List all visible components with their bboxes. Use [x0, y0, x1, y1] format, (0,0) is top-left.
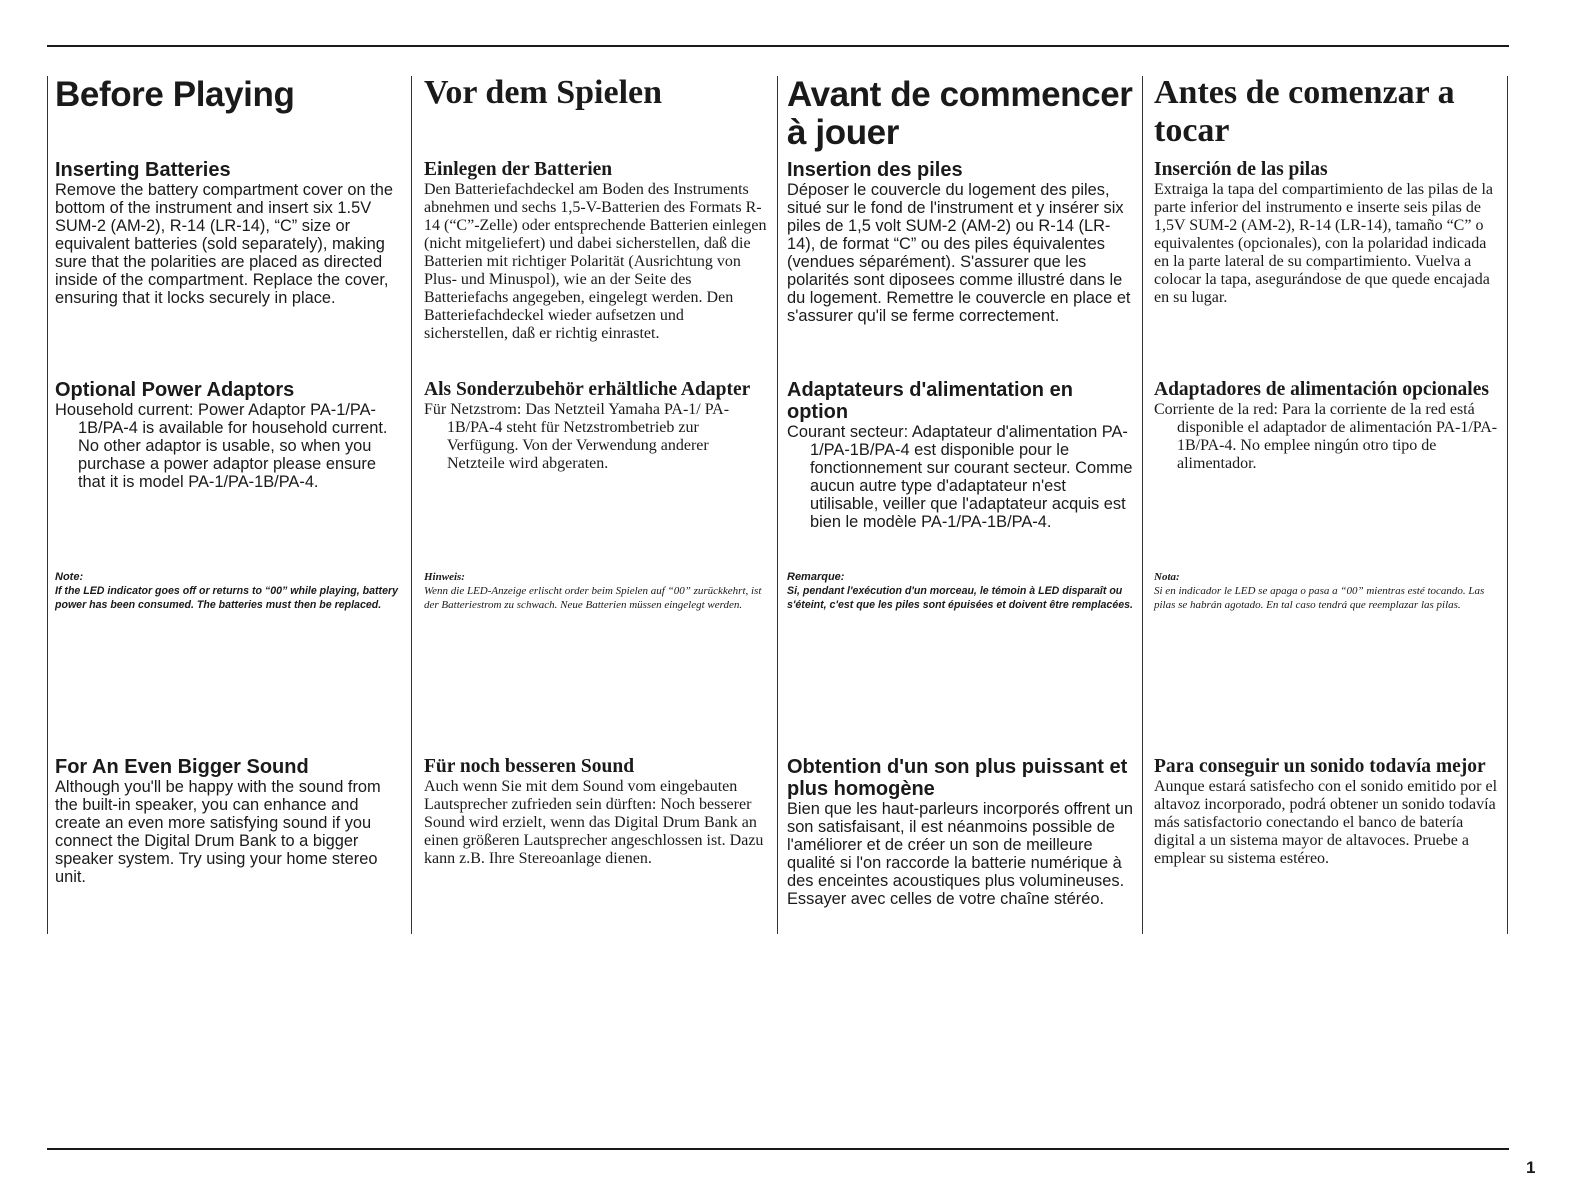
note-label: Note:	[55, 571, 84, 583]
note-section	[787, 570, 1133, 612]
note-label: Nota:	[1154, 571, 1180, 583]
sound-section	[55, 756, 401, 886]
section-text: Déposer le couvercle du logement des piles, situé sur le fond de l'instrument et y insérer six piles de 1,5 volt SUM-2 (AM-2) ou R-14 (LR-14), de format “C” ou des piles équivalentes (vendues séparément). S'assurer que les polarités sont diposees comme illustré dans le du logement. Remettre le couvercle en place et s'assurer qu'il se ferme correctement.	[787, 181, 1131, 325]
sound-section	[787, 756, 1133, 908]
section-heading: Inserting Batteries	[55, 159, 231, 181]
bottom-rule	[47, 1148, 1509, 1150]
column-french	[787, 74, 1133, 908]
adaptors-section	[424, 379, 770, 473]
adaptors-section	[1154, 379, 1500, 473]
page-title: Vor dem Spielen	[424, 74, 663, 111]
note-section	[424, 570, 770, 612]
adaptors-section	[55, 379, 401, 491]
sound-section	[1154, 756, 1500, 868]
section-text: Aunque estará satisfecho con el sonido emitido por el altavoz incorporado, podrá obtener un sonido todavía más satisfactorio conectando el banco de batería digital a un sistema mayor de altavoces. Pruebe a emplear su sistema estéreo.	[1154, 778, 1498, 867]
section-text: Den Batteriefachdeckel am Boden des Instruments abnehmen und sechs 1,5-V-Batterien des Formats R-14 (“C”-Zelle) oder entsprechende Batterien einlegen (nicht mitgeliefert) und dabei sicherstellen, daß die Batterien mit richtiger Polarität (Ausrichtung von Plus- und Minuspol), wie an der Seite des Batteriefachs angegeben, eingelegt werden. Den Batteriefachdeckel wieder aufsetzen und sicherstellen, daß er richtig einrastet.	[424, 181, 767, 342]
note-label: Hinweis:	[424, 571, 465, 583]
section-heading: Als Sonderzubehör erhältliche Adapter	[424, 379, 751, 400]
column-divider	[411, 76, 412, 934]
section-text: Courant secteur: Adaptateur d'alimentation PA-1/PA-1B/PA-4 est disponible pour le fonctionnement sur courant secteur. Comme aucun autre type d'adaptateur n'est utilisable, veiller que l'adaptateur acquis est bien le modèle PA-1/PA-1B/PA-4.	[787, 423, 1133, 531]
note-text: Wenn die LED-Anzeige erlischt order beim Spielen auf “00” zurückkehrt, ist der Batteriestrom zu schwach. Neue Batterien müssen eingelegt werden.	[424, 585, 762, 611]
section-text: Auch wenn Sie mit dem Sound vom eingebauten Lautsprecher zufrieden sein dürften: Noch besserer Sound wird erzielt, wenn das Digital Drum Bank an einen größeren Lautsprecher angeschlossen ist. Dazu kann z.B. Ihre Stereoanlage dienen.	[424, 778, 764, 867]
section-heading: Para conseguir un sonido todavía mejor	[1154, 756, 1486, 777]
section-text: Bien que les haut-parleurs incorporés offrent un son satisfaisant, il est néanmoins possible de l'améliorer et de créer un son de meilleure qualité si l'on raccorde la batterie numérique à des enceintes acoustiques plus volumineuses. Essayer avec celles de votre chaîne stéréo.	[787, 800, 1133, 908]
column-divider	[1142, 76, 1143, 934]
section-heading: Adaptateurs d'alimentation en option	[787, 379, 1073, 423]
note-text: Si, pendant l'exécution d'un morceau, le témoin à LED disparaît ou s'éteint, c'est que les piles sont épuisées et doivent être remplacées.	[787, 585, 1133, 611]
section-heading: Inserción de las pilas	[1154, 159, 1328, 180]
batteries-section	[55, 159, 401, 307]
page-title: Avant de commencer à jouer	[787, 75, 1133, 152]
sound-section	[424, 756, 770, 868]
batteries-section	[787, 159, 1133, 325]
section-heading: Für noch besseren Sound	[424, 756, 635, 777]
note-label: Remarque:	[787, 571, 845, 583]
note-text: If the LED indicator goes off or returns to “00” while playing, battery power has been consumed. The batteries must then be replaced.	[55, 585, 398, 611]
note-section	[1154, 570, 1500, 612]
column-divider	[1507, 76, 1508, 934]
page-title: Antes de comenzar a tocar	[1154, 74, 1455, 149]
column-german	[424, 74, 770, 867]
column-divider	[47, 76, 48, 934]
section-heading: Adaptadores de alimentación opcionales	[1154, 379, 1489, 400]
section-text: Corriente de la red: Para la corriente de la red está disponible el adaptador de alimentación PA-1/PA-1B/PA-4. No emplee ningún otro tipo de alimentador.	[1154, 401, 1498, 472]
note-text: Si en indicador le LED se apaga o pasa a “00” mientras esté tocando. Las pilas se habrán agotado. En tal caso tendrá que reemplazar las pilas.	[1154, 585, 1485, 611]
section-text: Household current: Power Adaptor PA-1/PA-1B/PA-4 is available for household current. No other adaptor is usable, so when you purchase a power adaptor please ensure that it is model PA-1/PA-1B/PA-4.	[55, 401, 388, 491]
adaptors-section	[787, 379, 1133, 531]
section-heading: Einlegen der Batterien	[424, 159, 613, 180]
section-text: Extraiga la tapa del compartimiento de las pilas de la parte inferior del instrumento e inserte seis pilas de 1,5V SUM-2 (AM-2), R-14 (LR-14), tamaño “C” o equivalentes (opcionales), con la polaridad indicada en la parte lateral de su compartimiento. Vuelva a colocar la tapa, asegurándose de que quede encajada en su lugar.	[1154, 181, 1493, 306]
batteries-section	[1154, 159, 1500, 307]
batteries-section	[424, 159, 770, 343]
page-number: 1	[1526, 1158, 1536, 1177]
column-spanish	[1154, 74, 1500, 867]
column-divider	[777, 76, 778, 934]
top-rule	[47, 45, 1509, 47]
column-english	[55, 74, 401, 886]
section-heading: Optional Power Adaptors	[55, 379, 295, 401]
section-text: Although you'll be happy with the sound from the built-in speaker, you can enhance and create an even more satisfying sound if you connect the Digital Drum Bank to a bigger speaker system. Try using your home stereo unit.	[55, 778, 381, 886]
note-section	[55, 570, 401, 612]
section-text: Remove the battery compartment cover on the bottom of the instrument and insert six 1.5V SUM-2 (AM-2), R-14 (LR-14), “C” size or equivalent batteries (sold separately), making sure that the polarities are placed as directed inside of the compartment. Replace the cover, ensuring that it locks securely in place.	[55, 181, 393, 307]
section-text: Für Netzstrom: Das Netzteil Yamaha PA-1/ PA-1B/PA-4 steht für Netzstrombetrieb zur Verfügung. Von der Verwendung anderer Netzteile wird abgeraten.	[424, 401, 730, 472]
section-heading: Insertion des piles	[787, 159, 963, 181]
page-title: Before Playing	[55, 75, 295, 114]
section-heading: Obtention d'un son plus puissant et plus homogène	[787, 756, 1128, 800]
section-heading: For An Even Bigger Sound	[55, 756, 309, 778]
